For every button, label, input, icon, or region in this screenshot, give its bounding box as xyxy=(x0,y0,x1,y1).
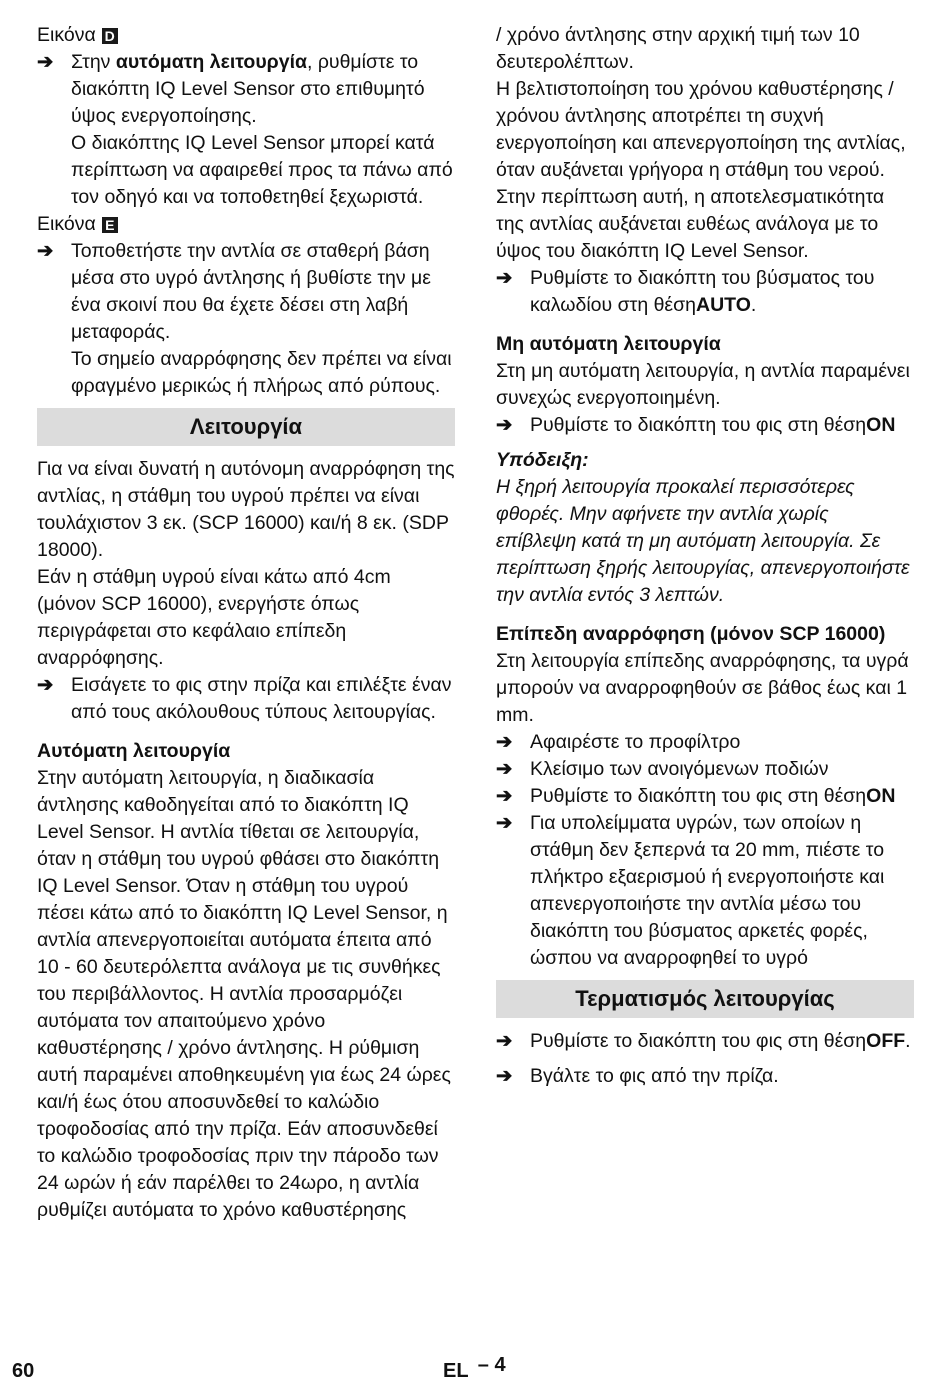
list-item xyxy=(37,672,455,726)
text-span: , ρυθμίστε το διακόπτη IQ Level Sensor στο επιθυμητό ύψος ενεργοποίησης. xyxy=(71,51,425,127)
footer-language xyxy=(443,1354,506,1383)
list-item-text: Βγάλτε το φις από την πρίζα. xyxy=(530,1065,779,1087)
language-page: – 4 xyxy=(477,1354,506,1376)
right-column xyxy=(496,22,914,1090)
paragraph: Στην αυτόματη λειτουργία, η διαδικασία άντλησης καθοδηγείται από το διακόπτη IQ Level Sensor. Η αντλία τίθεται σε λειτουργία, όταν η στάθμη του υγρού φθάσει στο διακόπτη IQ Level Sensor. Όταν η στάθμη του υγρού πέσει κάτω από το διακόπτη IQ Level Sensor, η αντλία απενεργοποιείται αυτόματα έπειτα από 10 - 60 δευτερόλεπτα ανάλογα με τις συνθήκες του περιβάλλοντος. Η αντλία προσαρμόζει αυτόματα τον απαιτούμενο χρόνο καθυστέρησης / χρόνο άντλησης. Η ρύθμιση αυτή παραμένει αποθηκευμένη για έως 24 ώρες και/ή έως ότου αποσυνδεθεί το καλώδιο τροφοδοσίας από την πρίζα. Εάν αποσυνδεθεί το καλώδιο τροφοδοσίας πριν την πάροδο των 24 ωρών ή εάν παρέλθει το 24ωρο, η αντλία ρυθμίζει αυτόματα το χρόνο καθυστέρησης xyxy=(37,767,451,1221)
text-span: Ρυθμίστε το διακόπτη του φις στη θέση xyxy=(530,1030,867,1052)
figure-label: Εικόνα xyxy=(37,213,96,235)
paragraph: Το σημείο αναρρόφησης δεν πρέπει να είναι φραγμένο μερικώς ή πλήρως από ρύπους. xyxy=(71,348,452,397)
paragraph: Η βελτιστοποίηση του χρόνου καθυστέρησης / χρόνου άντλησης αποτρέπει τη συχνή ενεργοποίηση και απενεργοποίηση της αντλίας, όταν αυξάνεται γρήγορα η στάθμη του νερού. Στην περίπτωση αυτή, η αποτελεσματικότητα της αντλίας αυξάνεται ευθέως ανάλογα με το ύψος του διακόπτη IQ Level Sensor. xyxy=(496,78,906,262)
arrow-right-icon: ➔ xyxy=(496,812,513,834)
page-number: 60 xyxy=(12,1360,35,1382)
list-item xyxy=(496,810,914,972)
arrow-right-icon: ➔ xyxy=(496,785,513,807)
subheading-automatic: Αυτόματη λειτουργία xyxy=(37,740,231,762)
paragraph: Ο διακόπτης IQ Level Sensor μπορεί κατά περίπτωση να αφαιρεθεί προς τα πάνω από τον οδηγό και να τοποθετηθεί ξεχωριστά. xyxy=(71,132,453,208)
arrow-right-icon: ➔ xyxy=(37,51,54,73)
bold-text: ON xyxy=(866,785,896,807)
arrow-right-icon: ➔ xyxy=(496,267,513,289)
subheading-manual: Μη αυτόματη λειτουργία xyxy=(496,333,721,355)
figure-e-reference xyxy=(37,211,455,238)
figure-badge: E xyxy=(102,217,118,233)
bold-text: AUTO xyxy=(696,294,751,316)
section-heading-operation: Λειτουργία xyxy=(37,408,455,446)
list-item xyxy=(496,783,914,810)
bold-text: OFF xyxy=(866,1030,906,1052)
list-item xyxy=(37,238,455,346)
text-span: Ρυθμίστε το διακόπτη του φις στη θέση xyxy=(530,785,867,807)
note-heading: Υπόδειξη: xyxy=(496,449,589,471)
paragraph: Στη λειτουργία επίπεδης αναρρόφησης, τα υγρά μπορούν να αναρροφηθούν σε βάθος έως και 1 mm. xyxy=(496,650,909,726)
arrow-right-icon: ➔ xyxy=(37,240,54,262)
arrow-right-icon: ➔ xyxy=(496,1030,513,1052)
note-text: Η ξηρή λειτουργία προκαλεί περισσότερες φθορές. Μην αφήνετε την αντλία χωρίς επίβλεψη κατά τη μη αυτόματη λειτουργία. Σε περίπτωση ξηρής λειτουργίας, απενεργοποιήστε την αντλία εντός 3 λεπτών. xyxy=(496,476,910,606)
list-item xyxy=(496,729,914,756)
list-item-text: Τοποθετήστε την αντλία σε σταθερή βάση μέσα στο υγρό άντλησης ή βυθίστε την με ένα σκοινί που θα έχετε δέσει στη λαβή μεταφοράς. xyxy=(71,240,431,343)
section-heading-shutdown: Τερματισμός λειτουργίας xyxy=(496,980,914,1018)
list-item xyxy=(496,756,914,783)
arrow-right-icon: ➔ xyxy=(496,758,513,780)
arrow-right-icon: ➔ xyxy=(496,731,513,753)
bold-text: ON xyxy=(866,414,896,436)
arrow-right-icon: ➔ xyxy=(496,414,513,436)
figure-label: Εικόνα xyxy=(37,24,96,46)
text-span: Ρυθμίστε το διακόπτη του φις στη θέση xyxy=(530,414,867,436)
text-span: Ρυθμίστε το διακόπτη του βύσματος του καλωδίου στη θέση xyxy=(530,267,875,316)
list-item xyxy=(496,1028,914,1055)
left-column xyxy=(37,22,455,1224)
arrow-right-icon: ➔ xyxy=(496,1065,513,1087)
figure-d-reference xyxy=(37,22,455,49)
text-span: . xyxy=(750,294,757,316)
text-span: . xyxy=(905,1030,911,1052)
text-span: Στην xyxy=(71,51,116,73)
bold-text: αυτόματη λειτουργία xyxy=(115,51,307,73)
subheading-flat-suction: Επίπεδη αναρρόφηση (μόνον SCP 16000) xyxy=(496,623,886,645)
list-item xyxy=(496,1063,914,1090)
paragraph: Στη μη αυτόματη λειτουργία, η αντλία παραμένει συνεχώς ενεργοποιημένη. xyxy=(496,360,910,409)
paragraph: / χρόνο άντλησης στην αρχική τιμή των 10 δευτερολέπτων. xyxy=(496,24,860,73)
list-item-text: Κλείσιμο των ανοιγόμενων ποδιών xyxy=(530,758,829,780)
list-item-text: Εισάγετε το φις στην πρίζα και επιλέξτε έναν από τους ακόλουθους τύπους λειτουργίας. xyxy=(71,674,452,723)
paragraph: Για να είναι δυνατή η αυτόνομη αναρρόφηση της αντλίας, η στάθμη του υγρού πρέπει να είναι τουλάχιστον 3 εκ. (SCP 16000) και/ή 8 εκ. (SDP 18000). xyxy=(37,458,455,561)
language-code: EL xyxy=(443,1360,469,1382)
list-item xyxy=(496,412,914,439)
figure-badge: D xyxy=(102,28,118,44)
list-item xyxy=(496,265,914,319)
list-item-text: Αφαιρέστε το προφίλτρο xyxy=(530,731,741,753)
list-item xyxy=(37,49,455,130)
paragraph: Εάν η στάθμη υγρού είναι κάτω από 4cm (μόνον SCP 16000), ενεργήστε όπως περιγράφεται στο κεφάλαιο επίπεδη αναρρόφησης. xyxy=(37,566,391,669)
list-item-text: Για υπολείμματα υγρών, των οποίων η στάθμη δεν ξεπερνά τα 20 mm, πιέστε το πλήκτρο εξαερισμού ή ενεργοποιήστε και απενεργοποιήστε την αντλία μέσω του διακόπτη του βύσματος αρκετές φορές, ώσπου να αναρροφηθεί το υγρό xyxy=(530,812,885,969)
arrow-right-icon: ➔ xyxy=(37,674,54,696)
